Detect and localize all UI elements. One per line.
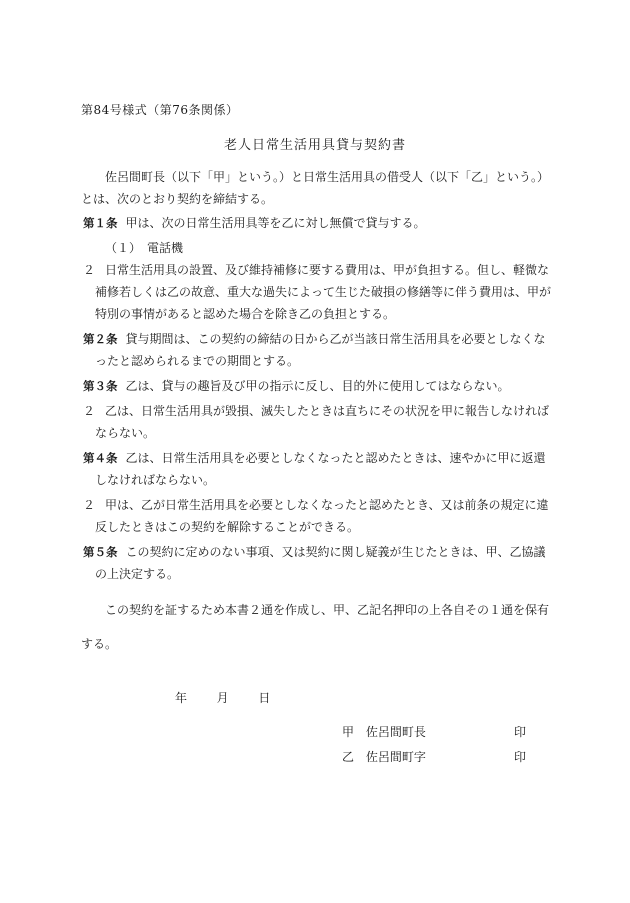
article-3-label: 第３条 — [83, 379, 118, 393]
seal-mark: 印 — [513, 725, 526, 739]
article-1-item-1 — [81, 237, 551, 259]
article-2 — [81, 328, 551, 372]
intro-paragraph: 佐呂間町長（以下「甲」という。）と日常生活用具の借受人（以下「乙」という。）とは、次のとおり契約を締結する。 — [81, 170, 550, 206]
item-label: （１） — [105, 241, 136, 255]
article-2-text: 貸与期間は、この契約の締結の日から乙が当該日常生活用具を必要としなくなったと認められるまでの期間とする。 — [95, 332, 546, 368]
date-line — [175, 689, 270, 706]
paragraph-number: ２ — [83, 404, 96, 418]
contract-body — [81, 166, 551, 661]
form-number: 第84号様式（第76条関係） — [81, 103, 239, 117]
article-4-label: 第４条 — [83, 451, 118, 465]
article-3-text: 乙は、貸与の趣旨及び甲の指示に反し、目的外に使用してはならない。 — [125, 379, 510, 393]
paragraph-text: 乙は、日常生活用具が毀損、滅失したときは直ちにその状況を甲に報告しなければならない。 — [95, 404, 550, 440]
party-otsu — [342, 748, 532, 765]
article-4-paragraph-2 — [81, 494, 551, 538]
seal-mark: 印 — [513, 750, 526, 764]
paragraph-number: ２ — [83, 263, 96, 277]
article-5 — [81, 541, 551, 585]
article-5-label: 第５条 — [83, 545, 118, 559]
article-1-text: 甲は、次の日常生活用具等を乙に対し無償で貸与する。 — [125, 216, 426, 230]
paragraph-text: 日常生活用具の設置、及び維持補修に要する費用は、甲が負担する。但し、軽微な補修若しくは乙の故意、重大な過失によって生じた破損の修繕等に伴う費用は、甲が特別の事情があると認めた場合を除き乙の負担とする。 — [95, 263, 552, 321]
party-ko — [342, 723, 532, 740]
article-4 — [81, 447, 551, 491]
date-day: 日 — [258, 691, 271, 705]
party-name: 佐呂間町長 — [365, 725, 426, 739]
paragraph-text: 甲は、乙が日常生活用具を必要としなくなったと認めたとき、又は前条の規定に違反したときはこの契約を解除することができる。 — [95, 498, 549, 534]
article-1 — [81, 212, 551, 234]
article-3-paragraph-2 — [81, 400, 551, 444]
document-title: 老人日常生活用具貸与契約書 — [223, 138, 406, 153]
article-1-label: 第１条 — [83, 216, 118, 230]
item-text: 電話機 — [147, 241, 184, 255]
date-month: 月 — [216, 691, 229, 705]
article-4-text: 乙は、日常生活用具を必要としなくなったと認めたときは、速やかに甲に返還しなければならない。 — [95, 451, 546, 487]
article-2-label: 第２条 — [83, 332, 118, 346]
date-year: 年 — [175, 691, 188, 705]
party-role: 甲 — [342, 725, 355, 739]
party-role: 乙 — [342, 750, 355, 764]
party-name: 佐呂間町字 — [365, 750, 426, 764]
article-5-text: この契約に定めのない事項、又は契約に関し疑義が生じたときは、甲、乙協議の上決定する。 — [95, 545, 546, 581]
article-3 — [81, 375, 551, 397]
article-1-paragraph-2 — [81, 259, 551, 325]
paragraph-number: ２ — [83, 498, 96, 512]
closing-paragraph: この契約を証するため本書２通を作成し、甲、乙記名押印の上各自その１通を保有する。 — [81, 603, 550, 651]
